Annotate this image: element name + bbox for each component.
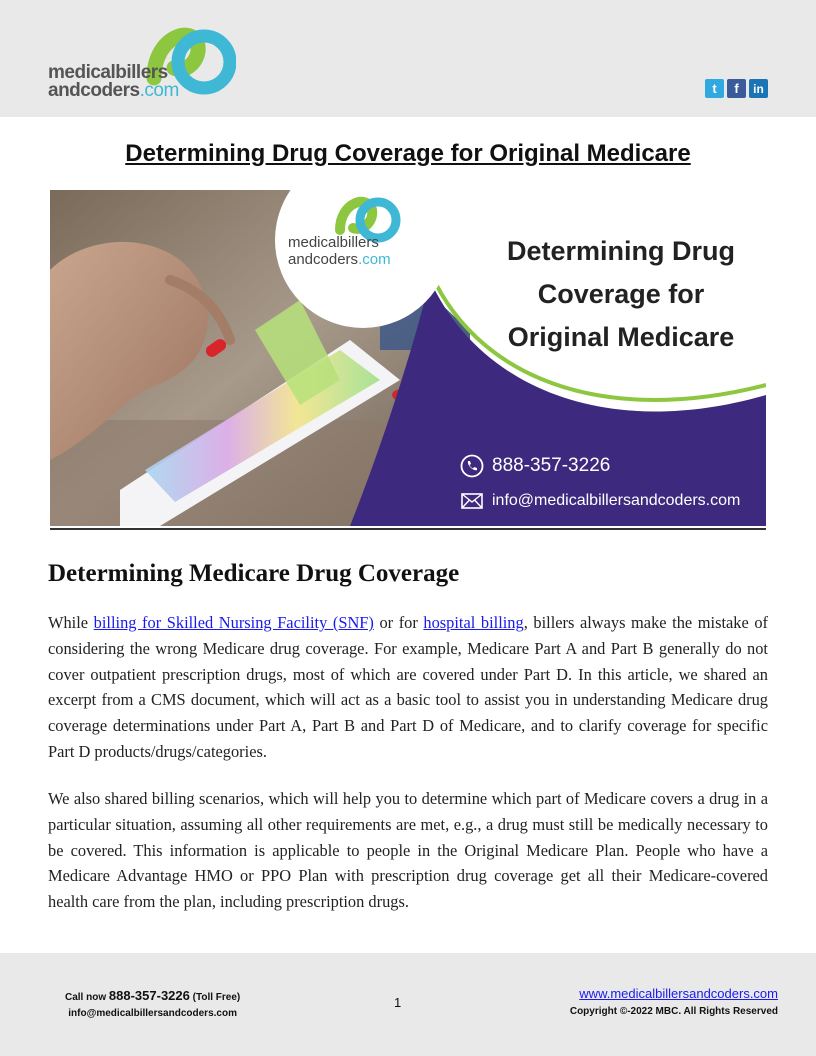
logo-text-line2: andcoders.com (48, 80, 179, 101)
envelope-icon (460, 489, 484, 513)
footer-contact: Call now 888-357-3226 (Toll Free) info@medicalbillersandcoders.com (65, 988, 240, 1022)
banner-logo-line2: andcoders.com (288, 251, 391, 268)
page-footer (0, 953, 816, 1056)
banner-phone: 888-357-3226 (460, 454, 610, 478)
hospital-billing-link[interactable]: hospital billing (423, 613, 524, 632)
banner-image (50, 190, 766, 526)
page-header (0, 0, 816, 117)
phone-icon (460, 454, 484, 478)
paragraph-2: We also shared billing scenarios, which will help you to determine which part of Medicare covers a drug in a particular situation, assuming all other requirements are met, e.g., a drug must still be medically necessary to be covered. This information is applicable to people in the Original Medicare Plan. People who have a Medicare Advantage HMO or PPO Plan with prescription drug coverage get all their Medicare-covered health care from the plan, including prescription drugs. (48, 789, 768, 912)
document-title: Determining Drug Coverage for Original Medicare (125, 140, 691, 167)
paragraph-1: While billing for Skilled Nursing Facility (SNF) or for hospital billing, billers always make the mistake of considering the wrong Medicare drug coverage. For example, Medicare Part A and Part B generally do not cover outpatient prescription drugs, most of which are covered under Part D. In this article, we shared an excerpt from a CMS document, which will act as a basic tool to assist you in understanding Medicare drug coverage determinations under Part A, Part B and Part D of Medicare, and to clarify coverage for specific Part D products/drugs/categories. (48, 613, 768, 761)
company-logo[interactable] (48, 16, 238, 106)
banner-email: info@medicalbillersandcoders.com (460, 489, 740, 513)
footer-email: info@medicalbillersandcoders.com (68, 1008, 237, 1019)
twitter-icon[interactable]: t (705, 79, 724, 98)
website-link[interactable]: www.medicalbillersandcoders.com (579, 986, 778, 1001)
banner-title: Determining Drug Coverage for Original Medicare (506, 236, 735, 352)
banner-divider (50, 528, 766, 530)
section-heading: Determining Medicare Drug Coverage (48, 560, 460, 587)
page-number: 1 (394, 995, 402, 1010)
social-links (705, 79, 768, 98)
logo-text-line1: medicalbillers (48, 62, 168, 83)
banner-logo-line1: medicalbillers (288, 234, 379, 251)
copyright-text: Copyright ©-2022 MBC. All Rights Reserved (569, 1006, 778, 1017)
snf-billing-link[interactable]: billing for Skilled Nursing Facility (SNF) (93, 613, 374, 632)
footer-phone: 888-357-3226 (108, 988, 190, 1003)
linkedin-icon[interactable]: in (749, 79, 768, 98)
footer-right (570, 986, 778, 1020)
facebook-icon[interactable]: f (727, 79, 746, 98)
